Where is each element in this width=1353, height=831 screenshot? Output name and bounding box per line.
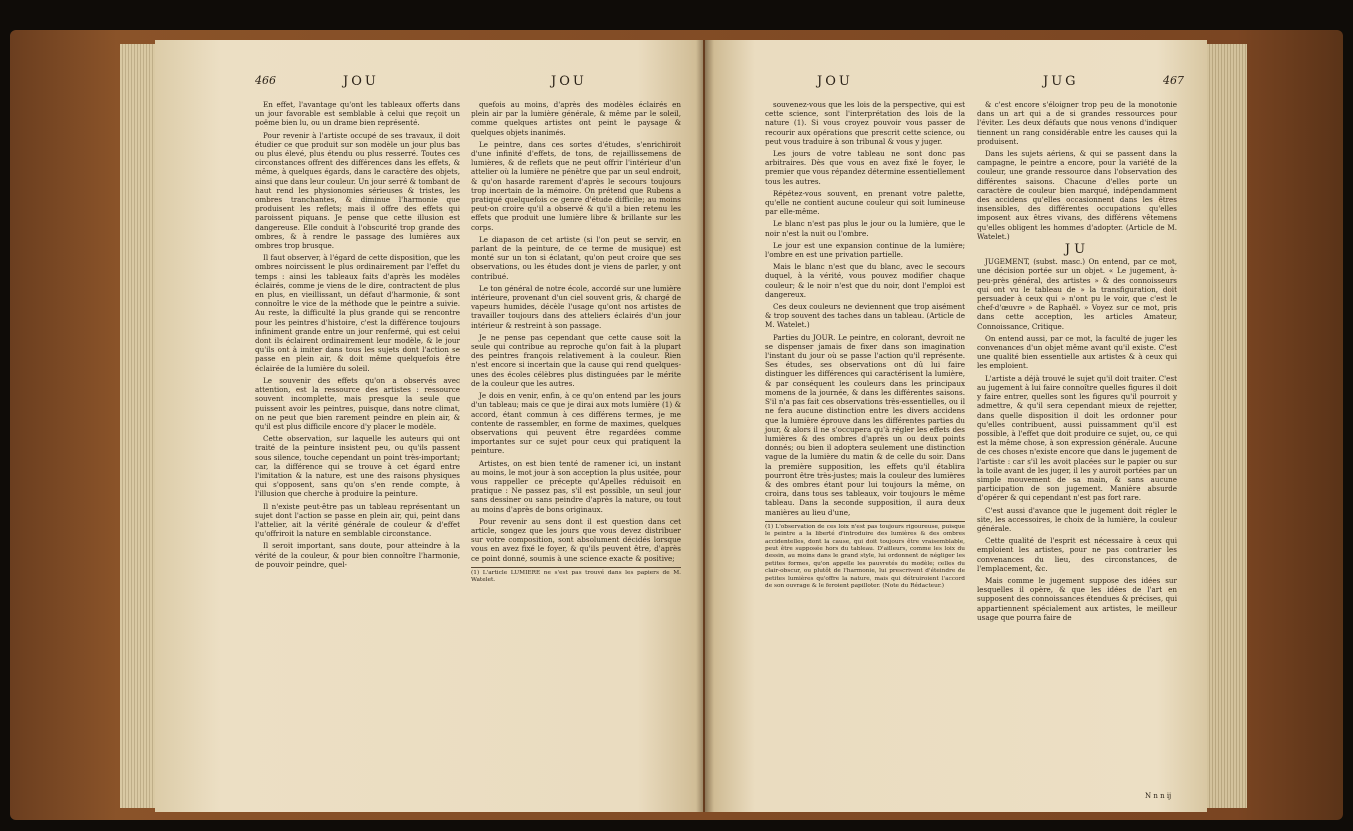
paragraph: En effet, l'avantage qu'ont les tableaux offerts dans un jour favorable est semblable à celui que reçoit un poëme bien lu, ou un drame bien représenté. (255, 100, 460, 128)
paragraph: Mais comme le jugement suppose des idées sur lesquelles il opère, & que les idées de l'art en supposent des connoissances étendues & précises, qui appartiennent spécialement aux artistes, le meilleur usage que pourra faire de (977, 575, 1177, 622)
left-page-edges (120, 44, 156, 808)
paragraph: Pour revenir à l'artiste occupé de ses travaux, il doit étudier ce que produit sur son modèle un jour plus bas ou plus élevé, plus étendu ou plus resserré. Toutes ces circonstances offrent des différences dans les effets, & même, à quelques égards, dans le caractère des objets, ainsi que dans leur couleur. Un jour serré & tombant de haut rend les physionomies sérieuses & tristes, les ombres tranchantes, & diminue l'harmonie que produisent les reflets; mais il offre des effets qui paroissent piquans. Je pense que cette illusion est dangereuse. Elle conduit à l'obscurité trop grande des ombres, & à rendre le passage des lumières aux ombres trop brusque. (255, 130, 460, 251)
paragraph: quefois au moins, d'après des modèles éclairés en plein air par la lumière générale, & même par le soleil, comme quelques artistes ont peint le paysage & quelques objets inanimés. (471, 100, 681, 137)
paragraph: Le souvenir des effets qu'on a observés avec attention, est la ressource des artistes : ressource souvent incomplette, mais presque la seule que puissent avoir les peintres, puisque, dans notre climat, on ne peut que bien rarement peindre en plein air, & qu'il est plus difficile encore d'y placer le modèle. (255, 375, 460, 431)
right-column-2 (977, 100, 1177, 625)
paragraph: souvenez-vous que les lois de la perspective, qui est cette science, sont l'interprétation des lois de la nature (1). Si vous croyez pouvoir vous passer de recourir aux opérations que prescrit cette science, ou peut vous traduire à son tribunal & vous y juger. (765, 100, 965, 146)
footnote: (1) L'article LUMIERE ne s'est pas trouvé dans les papiers de M. Watelet. (471, 567, 681, 585)
paragraph: Il seroit important, sans doute, pour atteindre à la vérité de la couleur, & pour bien connoître l'harmonie, de pouvoir peindre, quel- (255, 541, 460, 569)
paragraph: Mais le blanc n'est que du blanc, avec le secours duquel, à la vérité, vous pouvez modifier chaque couleur; & le noir n'est que du noir, dont l'emploi est dangereux. (765, 262, 965, 299)
paragraph: Il faut observer, à l'égard de cette disposition, que les ombres noircissent le plus ordinairement par l'effet du temps : ainsi les tableaux faits d'après les modèles éclairés, comme je viens de le dire, contractent de plus en plus, en vieillissant, un défaut d'harmonie, & sont connoître le vice de la méthode que le peintre a suivie. Au reste, la difficulté la plus grande qui se rencontre pour les peintres d'histoire, c'est la différence toujours infiniment grande entre un jour renfermé, qui est celui dont ils éclairent ordinairement leur modèle, & le jour qu'ils ont à imiter dans tous les sujets dont l'action se passe en plein air, & doit même quelquefois être éclairée de la lumière du soleil. (255, 253, 460, 373)
paragraph: C'est aussi d'avance que le jugement doit régler le site, les accessoires, le choix de la lumière, la couleur générale. (977, 505, 1177, 533)
book-gutter (696, 40, 714, 812)
paragraph: Parties du JOUR. Le peintre, en colorant, devroit ne se dispenser jamais de fixer dans son imagination l'instant du jour où se passe l'action qu'il représente. Ses études, ses observations ont dû lui faire distinguer les différences qui caractérisent la lumière, & par conséquent les couleurs dans les principaux momens de la journée, & dans les différentes saisons. S'il n'a pas fait ces observations très-essentielles, ou il ne fera aucune distinction entre les divers accidens que la lumière éprouve dans les différentes parties du jour, & alors il ne s'occupera qu'à régler les effets des lumières & des ombres d'après un ou deux points donnés; ou bien il adoptera seulement une distinction vague de la lumière du matin & de celle du soir. Dans la première supposition, les effets qu'il établira pourront être très-justes; mais la couleur des lumières & des ombres étant pour lui toujours la même, on croira, dans tous ses tableaux, voir toujours le même tableau. Dans la seconde supposition, il aura deux manières au lieu d'une, (765, 332, 965, 517)
paragraph: On entend aussi, par ce mot, la faculté de juger les convenances d'un objet même avant qu'il existe. C'est une qualité bien essentielle aux artistes & à ceux qui les emploient. (977, 333, 1177, 371)
paragraph: Je ne pense pas cependant que cette cause soit la seule qui contribue au reproche qu'on fait à la plupart des peintres françois relativement à la couleur. Rien n'est encore si incertain que la cause qui rend quelques-unes des écoles célèbres plus distinguées par le mérite de la couleur que les autres. (471, 332, 681, 388)
left-column-2 (471, 100, 681, 585)
paragraph: Pour revenir au sens dont il est question dans cet article, songez que les jours que vous devez distribuer sur votre composition, sont absolument décidés lorsque vous en avez fixé le foyer, & qu'ils peuvent être, d'après ce point donné, soumis à une science exacte & positive; (471, 516, 681, 563)
right-page-number: 467 (1163, 74, 1184, 87)
paragraph: L'artiste a déjà trouvé le sujet qu'il doit traiter. C'est au jugement à lui faire connoître quelles figures il doit y faire entrer, quelles sont les figures qu'il pourroit y admettre, & qu'il sera cependant mieux de rejetter, dans quelle disposition il doit les ordonner pour qu'elles contribuent, aussi puissamment qu'il est possible, à l'effet que doit produire ce sujet, ou, ce qui est la même chose, à son expression générale. Aucune de ces choses n'existe encore que dans le jugement de l'artiste : car s'il les avoit placées sur le papier ou sur la toile avant de les juger, il les y auroit portées par un simple mouvement de sa main, & sans aucune participation de son jugement. Manière absurde d'opérer & qui cependant n'est pas fort rare. (977, 373, 1177, 503)
right-column-1 (765, 100, 965, 590)
signature-mark: N n n ij (1145, 792, 1172, 800)
right-page-edges (1207, 44, 1247, 808)
left-running-head: JOU (343, 74, 379, 89)
paragraph: Le diapason de cet artiste (si l'on peut se servir, en parlant de la peinture, de ce terme de musique) est monté sur un ton si éclatant, qu'on peut croire que ses observations, ou les études dont je viens de parler, y ont contribué. (471, 234, 681, 281)
left-running-head-2: JOU (551, 74, 587, 89)
left-page (155, 40, 703, 812)
right-page (705, 40, 1207, 812)
paragraph: Les jours de votre tableau ne sont donc pas arbitraires. Dès que vous en avez fixé le foyer, le premier que vous répandez détermine essentiellement tous les autres. (765, 149, 965, 186)
paragraph: Répétez-vous souvent, en prenant votre palette, qu'elle ne contient aucune couleur qui soit lumineuse par elle-même. (765, 188, 965, 217)
paragraph: Il n'existe peut-être pas un tableau représentant un sujet dont l'action se passe en plein air, qui, peint dans l'attelier, ait la vérité générale de couleur & d'effet qu'offriroit la nature en semblable circonstance. (255, 501, 460, 539)
right-running-head: JOU (817, 74, 853, 89)
footnote: (1) L'observation de ces loix n'est pas toujours rigoureuse, puisque le peintre a la liberté d'introduire des lumières & des ombres accidentelles, dont la cause, qui doit toujours être vraisemblable, peut être supposée hors du tableau. D'ailleurs, comme les loix du dessin, au moins dans le grand style, lui ordonnent de négliger les petites formes, qu'on appelle les pauvretés du modèle; celles du clair-obscur, ou plutôt de l'harmonie, lui prescrivent d'éteindre de petites lumières qu'offre la nature, mais qui détruiroient l'accord de son ouvrage & le feroient papilloter. (Note du Rédacteur.) (765, 521, 965, 591)
paragraph: Ces deux couleurs ne deviennent que trop aisément & trop souvent des taches dans un tableau. (Article de M. Watelet.) (765, 302, 965, 330)
paragraph: Dans les sujets aériens, & qui se passent dans la campagne, le peintre a encore, pour la variété de la couleur, une grande ressource dans l'observation des différentes saisons. Chacune d'elles porte un caractère de couleur bien marqué, indépendamment des accidens qu'elles occasionnent dans les êtres insensibles, des différentes occupations qu'elles imposent aux êtres vivans, des différens vêtemens qu'elles obligent les hommes d'adopter. (Article de M. Watelet.) (977, 149, 1177, 241)
paragraph: Le peintre, dans ces sortes d'études, s'enrichiroit d'une infinité d'effets, de tons, de rejaillissemens de lumières, & de reflets que ne peut offrir l'intérieur d'un attelier où la lumière ne pénètre que par un seul endroit, & qu'on hasarde rarement d'après le secours toujours trop incertain de la mémoire. On prétend que Rubens a pratiqué quelquefois ce genre d'étude difficile; au moins peut-on croire qu'il a observé & qu'il a bien retenu les effets que produit une lumière libre & brillante sur les corps. (471, 139, 681, 232)
paragraph: Artistes, on est bien tenté de ramener ici, un instant au moins, le mot jour à son acception la plus usitée, pour vous rappeller ce précepte qu'Apelles réduisoit en pratique : Ne passez pas, s'il est possible, un seul jour sans dessiner ou sans peindre d'après la nature, ou tout au moins d'après de bons originaux. (471, 458, 681, 514)
paragraph: Je dois en venir, enfin, à ce qu'on entend par les jours d'un tableau; mais ce que je dirai aux mots lumière (1) & accord, étant commun à ces différens termes, je me contente de rassembler, en forme de maximes, quelques observations qui peuvent être regardées comme importantes sur ce sujet pour ceux qui pratiquent la peinture. (471, 391, 681, 456)
right-running-head-2: JUG (1043, 74, 1079, 89)
paragraph: Le jour est une expansion continue de la lumière; l'ombre en est une privation partielle. (765, 240, 965, 260)
paragraph: Le ton général de notre école, accordé sur une lumière intérieure, provenant d'un ciel souvent gris, & chargé de vapeurs humides, décèle l'usage qu'ont nos artistes de travailler toujours dans des atteliers éclairés d'un jour intérieur & restreint à son passage. (471, 283, 681, 330)
left-page-number: 466 (255, 74, 276, 87)
paragraph: JUGEMENT, (subst. masc.) On entend, par ce mot, une décision portée sur un objet. « Le jugement, à-peu-près général, des artistes » & des connoisseurs qui ont vu le tableau de » la transfiguration, doit persuader à ceux qui » n'ont pu le voir, que c'est le chef-d'œuvre » de Raphaël. » Voyez sur ce mot, pris dans cette acception, les articles Amateur, Connoissance, Critique. (977, 257, 1177, 331)
paragraph: & c'est encore s'éloigner trop peu de la monotonie dans un art qui a de si grandes ressources pour l'éviter. Les deux défauts que nous venons d'indiquer tiennent un rang considérable entre les causes qui la produisent. (977, 100, 1177, 146)
left-column-1 (255, 100, 460, 572)
paragraph: Cette observation, sur laquelle les auteurs qui ont traité de la peinture insistent peu, ou qu'ils passent sous silence, touche cependant un point très-important; car, la différence qui se trouve à cet égard entre l'imitation & la nature, est une des raisons physiques qui s'opposent, sans qu'on s'en rende compte, à l'illusion que cherche à produire la peinture. (255, 434, 460, 499)
paragraph: Le blanc n'est pas plus le jour ou la lumière, que le noir n'est la nuit ou l'ombre. (765, 219, 965, 238)
section-heading: JU (1064, 242, 1090, 258)
paragraph: Cette qualité de l'esprit est nécessaire à ceux qui emploient les artistes, pour ne pas contrarier les convenances du lieu, des circonstances, de l'emplacement, &c. (977, 536, 1177, 573)
